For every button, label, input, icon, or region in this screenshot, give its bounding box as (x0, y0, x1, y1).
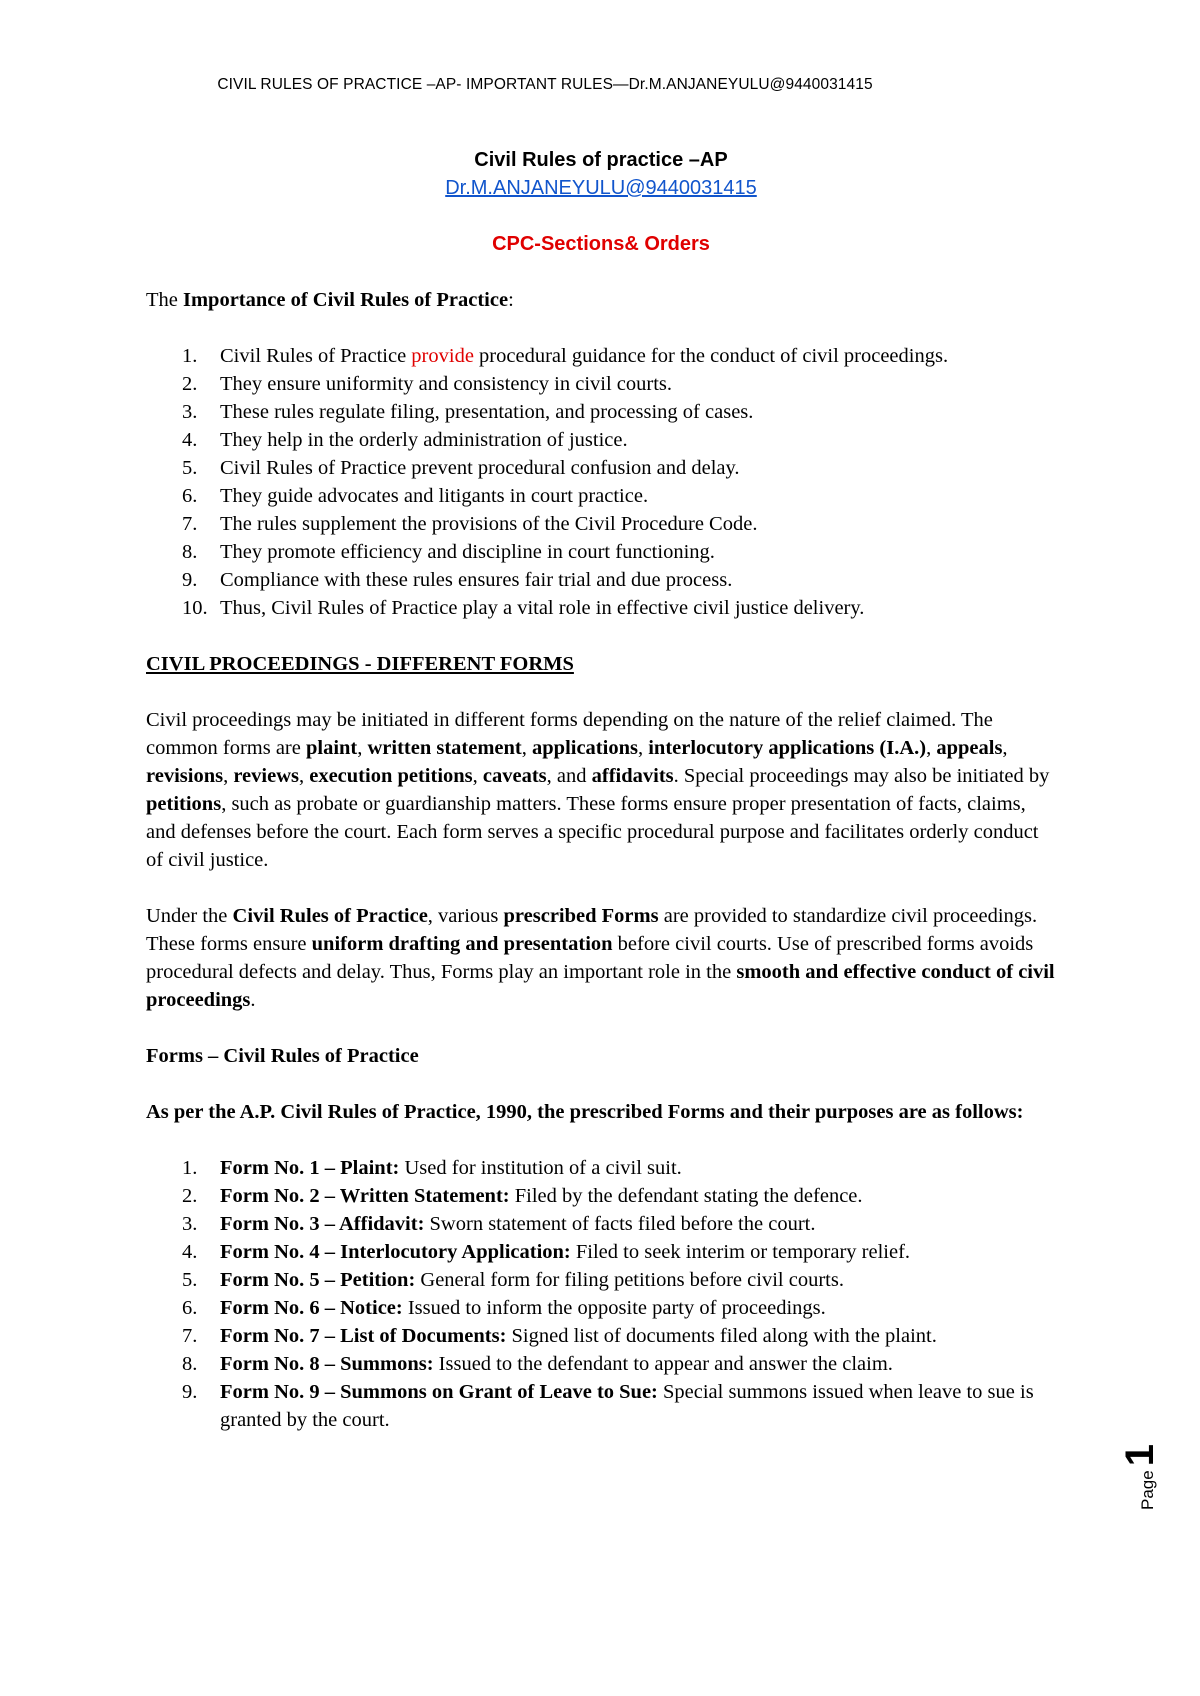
list-item: 4. Form No. 4 – Interlocutory Application: Filed to seek interim or temporary relief. (182, 1241, 911, 1263)
section-heading-proceedings: CIVIL PROCEEDINGS - DIFFERENT FORMS (146, 653, 574, 675)
forms-list (146, 1154, 1056, 1434)
document-title: Civil Rules of practice –AP (474, 149, 728, 171)
list-item: 10. Thus, Civil Rules of Practice play a vital role in effective civil justice delivery. (182, 597, 865, 619)
document-body (146, 146, 1056, 1434)
page-label: Page (1138, 1470, 1157, 1510)
forms-intro: As per the A.P. Civil Rules of Practice, 1990, the prescribed Forms and their purposes are as follows: (146, 1101, 1024, 1123)
list-item: 6. They guide advocates and litigants in court practice. (182, 485, 649, 507)
importance-heading: Importance of Civil Rules of Practice (183, 289, 509, 311)
list-item: 8. Form No. 8 – Summons: Issued to the defendant to appear and answer the claim. (182, 1353, 893, 1375)
list-item: 1. Civil Rules of Practice provide procedural guidance for the conduct of civil proceedings. (182, 345, 949, 367)
list-item: 3. These rules regulate filing, presentation, and processing of cases. (182, 401, 754, 423)
list-item: 3. Form No. 3 – Affidavit: Sworn statement of facts filed before the court. (182, 1213, 816, 1235)
page-number: 1 (1118, 1444, 1162, 1467)
highlight-word: provide (411, 345, 474, 367)
list-item: 1. Form No. 1 – Plaint: Used for institution of a civil suit. (182, 1157, 682, 1179)
list-item: 7. Form No. 7 – List of Documents: Signed list of documents filed along with the plaint. (182, 1325, 937, 1347)
author-link[interactable]: Dr.M.ANJANEYULU@9440031415 (445, 177, 757, 199)
list-item: 8. They promote efficiency and discipline in court functioning. (182, 541, 715, 563)
list-item: 4. They help in the orderly administration of justice. (182, 429, 628, 451)
list-item: 5. Civil Rules of Practice prevent procedural confusion and delay. (182, 457, 740, 479)
document-subtitle: CPC-Sections& Orders (492, 233, 710, 255)
section-heading-forms: Forms – Civil Rules of Practice (146, 1045, 419, 1067)
importance-list (146, 342, 1056, 622)
list-item: 9. Compliance with these rules ensures fair trial and due process. (182, 569, 733, 591)
list-item: 9. Form No. 9 – Summons on Grant of Leave to Sue: Special summons issued when leave to sue is granted by the court. (182, 1381, 1034, 1431)
running-header: CIVIL RULES OF PRACTICE –AP- IMPORTANT RULES—Dr.M.ANJANEYULU@9440031415 (217, 76, 873, 93)
page-number-marker (1118, 1444, 1163, 1510)
list-item: 6. Form No. 6 – Notice: Issued to inform the opposite party of proceedings. (182, 1297, 826, 1319)
importance-intro: The Importance of Civil Rules of Practice: (146, 289, 514, 311)
proceedings-paragraph-1: Civil proceedings may be initiated in different forms depending on the nature of the relief claimed. The common forms are plaint, written statement, applications, interlocutory applications (I.A.), appeals, revisions, reviews, execution petitions, caveats, and affidavits. Special proceedings may also be initiated by petitions, such as probate or guardianship matters. These forms ensure proper presentation of facts, claims, and defenses before the court. Each form serves a specific procedural purpose and facilitates orderly conduct of civil justice. (146, 709, 1050, 871)
list-item: 5. Form No. 5 – Petition: General form for filing petitions before civil courts. (182, 1269, 844, 1291)
list-item: 7. The rules supplement the provisions of the Civil Procedure Code. (182, 513, 758, 535)
title-block (146, 146, 1056, 258)
list-item: 2. They ensure uniformity and consistency in civil courts. (182, 373, 673, 395)
proceedings-paragraph-2: Under the Civil Rules of Practice, various prescribed Forms are provided to standardize civil proceedings. These forms ensure uniform drafting and presentation before civil courts. Use of prescribed forms avoids procedural defects and delay. Thus, Forms play an important role in the smooth and effective conduct of civil proceedings. (146, 905, 1055, 1011)
list-item: 2. Form No. 2 – Written Statement: Filed by the defendant stating the defence. (182, 1185, 863, 1207)
